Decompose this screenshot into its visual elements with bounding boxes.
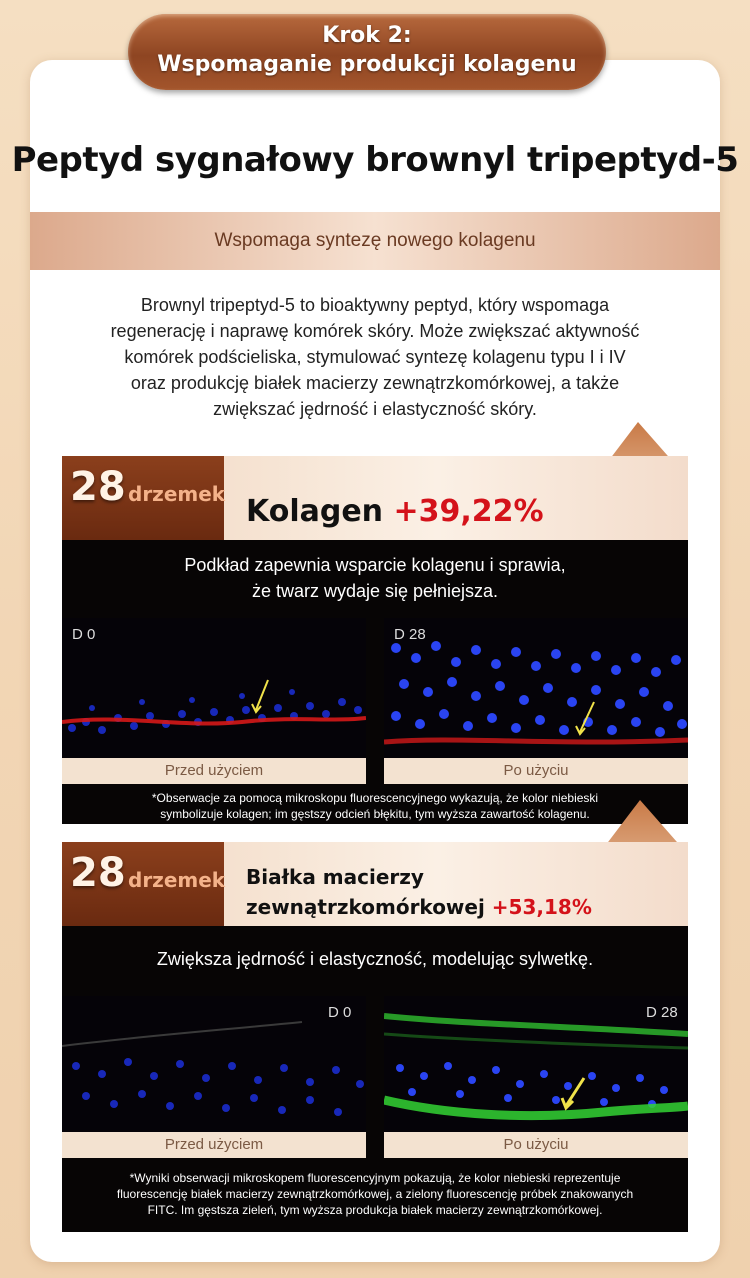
step-title: Wspomaganie produkcji kolagenu [157,52,577,77]
microscope-image-before [62,618,366,758]
section-header [62,456,688,540]
section-body [62,926,688,1232]
subtitle-band: Wspomaga syntezę nowego kolagenu [30,212,720,270]
microscope-image-after [384,996,688,1132]
footnote-line: symbolizuje kolagen; im gęstszy odcień błękitu, tym wyższa zawartość kolagenu. [160,807,590,821]
page-title: Peptyd sygnałowy brownyl tripeptyd-5 [11,140,739,180]
subtitle-line: że twarz wydaje się pełniejsza. [251,581,499,601]
section-title-line: Białka macierzy [246,865,424,889]
section-body [62,540,688,824]
footnote [62,1170,688,1218]
days-badge [62,456,224,540]
step-badge [128,14,606,90]
intro-text [60,292,690,422]
section-subtitle [62,552,688,604]
before-label: Przed użyciem [62,1132,366,1158]
before-label: Przed użyciem [62,758,366,784]
after-label: Po użyciu [384,758,688,784]
day-tag: D 0 [328,1004,352,1021]
days-word: drzemek [128,868,226,892]
day-tag: D 28 [646,1004,678,1021]
section-title-line: zewnątrzkomórkowej [246,895,485,919]
intro-line: zwiększać jędrność i elastyczność skóry. [213,399,537,419]
ecm-section [62,842,688,1232]
footnote-line: fluorescencję białek macierzy zewnątrzkomórkowej, a zielony fluorescencję próbek znakowanych [116,1187,634,1201]
collagen-section [62,456,688,824]
section-header [62,842,688,926]
section-title-text: Kolagen [246,494,384,529]
section-title [246,862,592,922]
microscope-image-before [62,996,366,1132]
section-title [246,494,544,529]
days-word: drzemek [128,482,226,506]
footnote-line: FITC. Im gęstsza zieleń, tym wyższa produkcja białek macierzy zewnątrzkomórkowej. [147,1203,603,1217]
day-tag: D 0 [72,626,96,643]
subtitle-line: Podkład zapewnia wsparcie kolagenu i sprawia, [184,555,566,575]
percent-value: +53,18% [491,895,592,919]
step-number: Krok 2: [322,23,412,48]
day-tag: D 28 [394,626,426,643]
after-label: Po użyciu [384,1132,688,1158]
microscope-image-after [384,618,688,758]
footnote-line: *Wyniki obserwacji mikroskopem fluorescencyjnym pokazują, że kolor niebieski reprezentuje [129,1171,621,1185]
intro-line: Brownyl tripeptyd-5 to bioaktywny peptyd, który wspomaga [140,295,610,315]
days-badge [62,842,224,926]
section-subtitle: Zwiększa jędrność i elastyczność, modelując sylwetkę. [156,949,594,969]
intro-line: komórek podścieliska, stymulować syntezę kolagenu typu I i IV [124,347,626,367]
days-number: 28 [70,850,126,896]
footnote-line: *Obserwacje za pomocą mikroskopu fluorescencyjnego wykazują, że kolor niebieski [151,791,599,805]
percent-value: +39,22% [393,494,544,529]
days-number: 28 [70,464,126,510]
intro-line: oraz produkcję białek macierzy zewnątrzkomórkowej, a także [130,373,620,393]
intro-line: regenerację i naprawę komórek skóry. Może zwiększać aktywność [110,321,640,341]
